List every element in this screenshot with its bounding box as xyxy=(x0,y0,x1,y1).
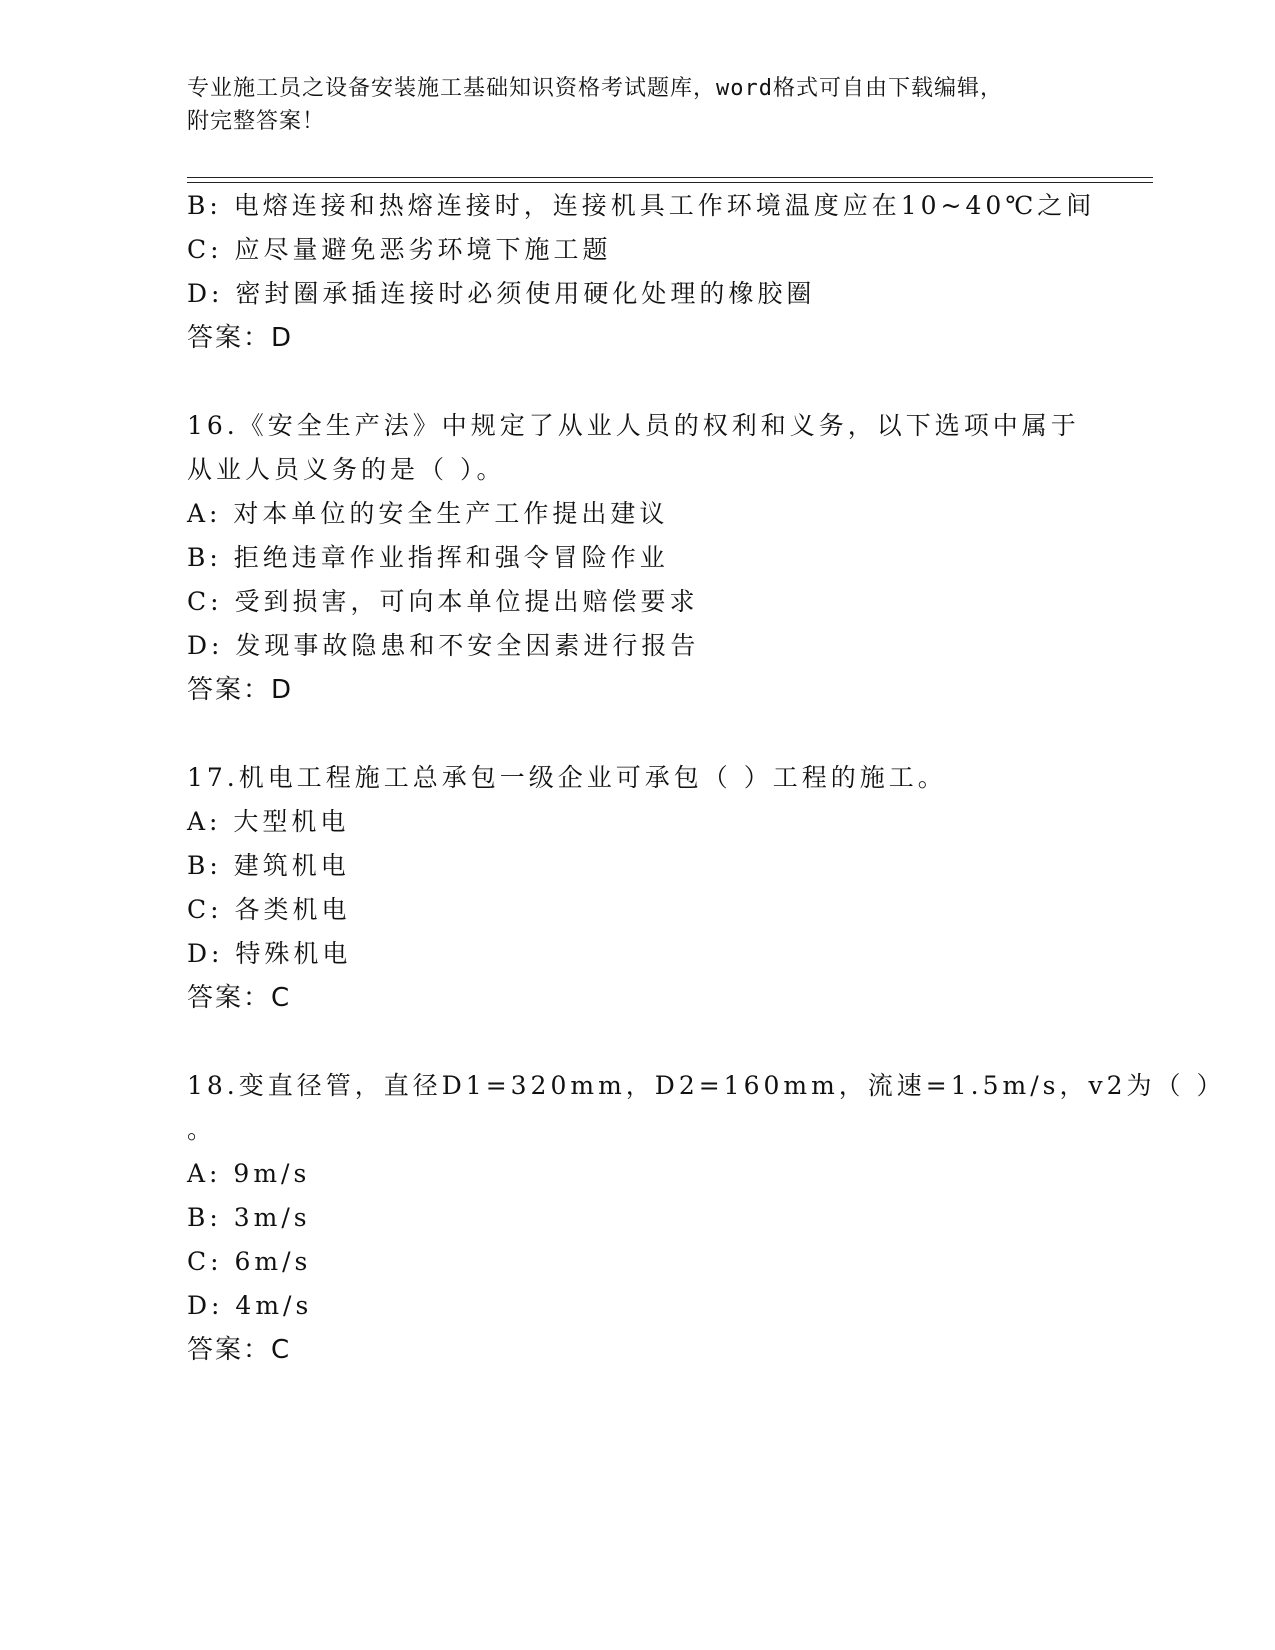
document-header xyxy=(187,72,1067,138)
q15-answer: 答案：D xyxy=(187,323,294,353)
q18-answer: 答案：C xyxy=(187,1335,292,1365)
q16-stem-line-2: 从业人员义务的是（ ）。 xyxy=(187,455,506,484)
q18-option-c: C: 6m/s xyxy=(187,1247,312,1276)
header-divider-top xyxy=(187,177,1153,178)
q18-stem-line-1: 18.变直径管，直径D1=320mm，D2=160mm，流速=1.5m/s，v2为（ ） xyxy=(187,1071,1226,1100)
q17-option-b: B: 建筑机电 xyxy=(187,851,350,880)
q18-option-d: D: 4m/s xyxy=(187,1291,313,1320)
q15-option-b: B: 电熔连接和热熔连接时，连接机具工作环境温度应在10~40℃之间 xyxy=(187,191,1096,220)
q16-option-a: A: 对本单位的安全生产工作提出建议 xyxy=(187,499,669,528)
q15-option-d: D: 密封圈承插连接时必须使用硬化处理的橡胶圈 xyxy=(187,279,816,308)
q17-answer: 答案：C xyxy=(187,983,292,1013)
q16-option-c: C: 受到损害，可向本单位提出赔偿要求 xyxy=(187,587,699,616)
q16-option-d: D: 发现事故隐患和不安全因素进行报告 xyxy=(187,631,700,660)
q17-stem-line-1: 17.机电工程施工总承包一级企业可承包（ ）工程的施工。 xyxy=(187,763,947,792)
q18-option-b: B: 3m/s xyxy=(187,1203,311,1232)
header-title-line-2: 附完整答案！ xyxy=(187,109,326,134)
q16-option-b: B: 拒绝违章作业指挥和强令冒险作业 xyxy=(187,543,669,572)
q16-answer: 答案：D xyxy=(187,675,294,705)
q15-option-c: C: 应尽量避免恶劣环境下施工题 xyxy=(187,235,612,264)
q18-stem-line-2: 。 xyxy=(187,1115,217,1144)
q17-option-d: D: 特殊机电 xyxy=(187,939,352,968)
q18-option-a: A: 9m/s xyxy=(187,1159,311,1188)
header-title-line-1: 专业施工员之设备安装施工基础知识资格考试题库，word格式可自由下载编辑， xyxy=(187,76,1003,101)
header-divider-bottom xyxy=(187,182,1153,183)
q17-option-a: A: 大型机电 xyxy=(187,807,350,836)
q16-stem-line-1: 16.《安全生产法》中规定了从业人员的权利和义务，以下选项中属于 xyxy=(187,411,1080,440)
q17-option-c: C: 各类机电 xyxy=(187,895,351,924)
